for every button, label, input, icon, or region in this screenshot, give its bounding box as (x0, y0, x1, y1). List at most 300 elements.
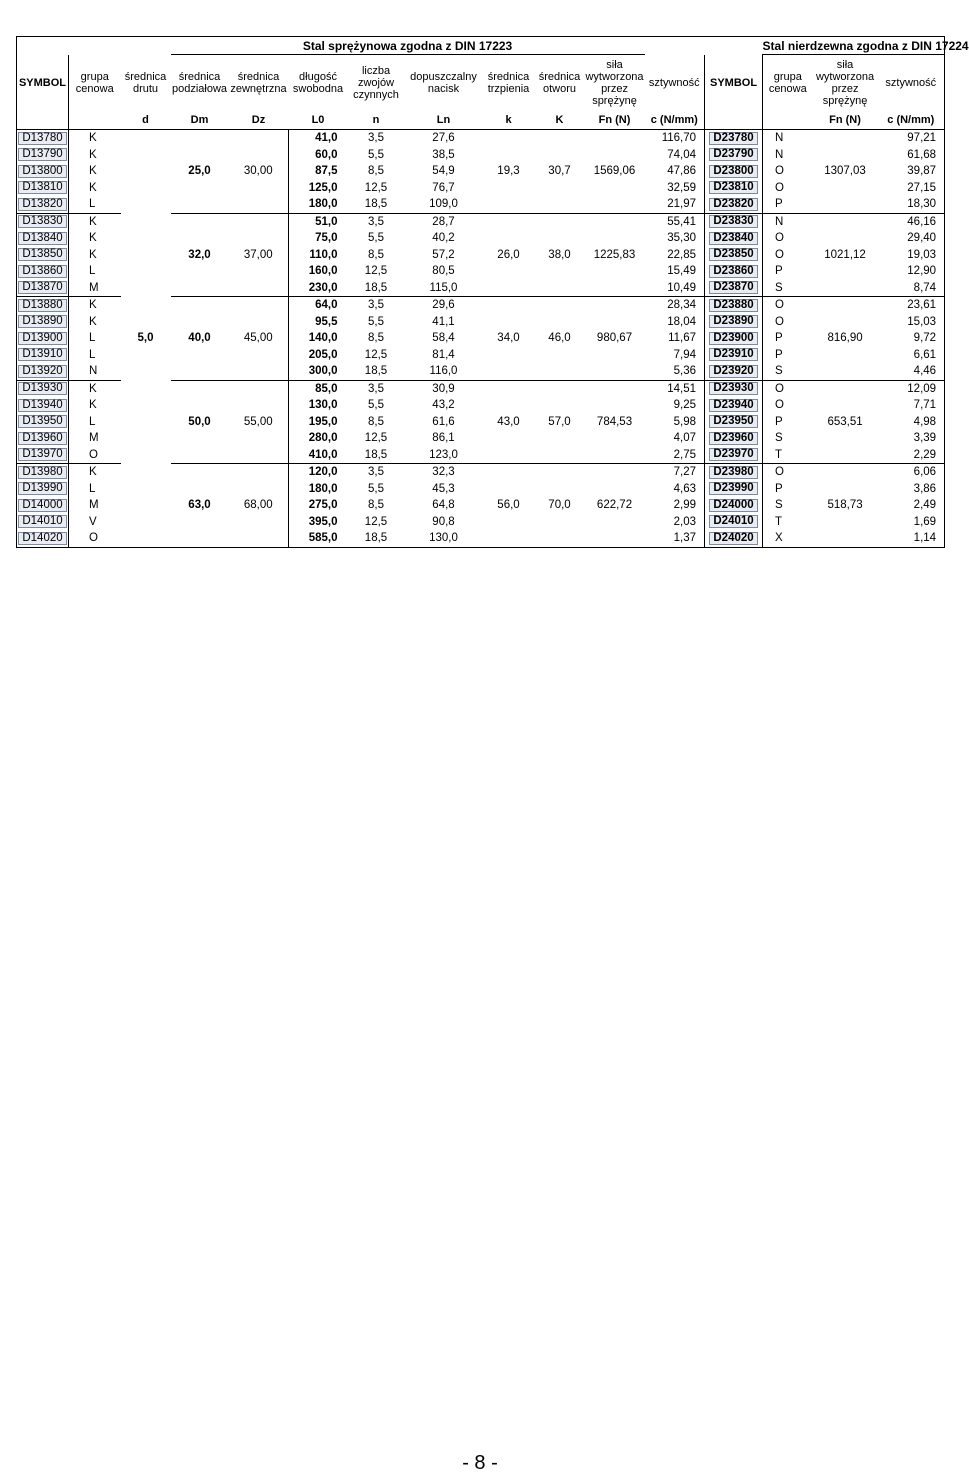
active-coils-cell: 3,5 (348, 213, 405, 230)
price-group-cell: L (89, 332, 96, 345)
free-length-cell: 180,0 (289, 481, 348, 498)
symbol-code: D14000 (18, 499, 66, 512)
symbol-code: D13960 (18, 432, 66, 445)
allowed-load-cell: 116,0 (429, 365, 458, 378)
symbol-code: D13930 (18, 382, 66, 395)
symbol2-cell (705, 347, 763, 364)
active-coils-cell: 18,5 (364, 448, 388, 461)
col-price-group2-header-line: grupa (773, 71, 802, 83)
allowed-load-cell: 57,2 (432, 248, 455, 261)
col-free-length-header (289, 55, 348, 112)
price-group2-cell: O (763, 380, 813, 397)
stiffness2-cell: 3,39 (913, 432, 937, 445)
symbol2-code: D24000 (709, 499, 757, 512)
symbol2-code: D23830 (709, 215, 757, 228)
price-group-cell: M (89, 499, 99, 512)
col-active-coils-header-line: czynnych (353, 89, 399, 101)
spring-force2-cell: 1021,12 (813, 213, 878, 297)
hole-diameter-cell: 30,7 (535, 130, 585, 214)
col-outer-diameter-header-line: zewnętrzna (230, 83, 287, 95)
price-group-cell: K (89, 399, 97, 412)
symbol2-cell (705, 464, 763, 481)
col-pitch-diameter-header-line: średnica (178, 71, 221, 83)
active-coils-cell: 12,5 (364, 432, 388, 445)
symbol-code: D13860 (18, 265, 66, 278)
symbol-cell (17, 147, 69, 164)
free-length-cell: 95,5 (289, 314, 348, 331)
mandrel-diameter-cell: 43,0 (483, 380, 535, 464)
unit-label: c (N/mm) (645, 111, 705, 130)
col-price-group2-header-line: cenowa (768, 83, 807, 95)
page-number: - 8 - (462, 1452, 498, 1474)
col-wire-diameter-header-line: średnica (124, 70, 167, 83)
price-group-cell: K (89, 181, 97, 194)
symbol-code: D14010 (18, 515, 66, 528)
allowed-load-cell: 76,7 (432, 181, 455, 194)
active-coils-cell: 5,5 (368, 232, 384, 245)
unit-label: Fn (N) (813, 111, 878, 130)
symbol2-code: D23820 (709, 198, 757, 211)
price-group2-cell: P (775, 265, 783, 278)
symbol-cell (17, 347, 69, 364)
col-spring-force2-header-line: sprężynę (822, 95, 868, 107)
pitch-diameter-cell: 25,0 (171, 130, 229, 214)
col-stiffness2-header: sztywność (885, 77, 937, 89)
stiffness-cell: 5,36 (673, 365, 697, 378)
price-group2-cell: S (775, 432, 783, 445)
free-length-cell: 275,0 (289, 497, 348, 514)
symbol2-code: D23910 (709, 348, 757, 361)
active-coils-cell: 5,5 (368, 482, 384, 495)
active-coils-cell: 18,5 (364, 532, 388, 545)
units-group-cell (69, 111, 121, 130)
active-coils-cell: 18,5 (364, 281, 388, 294)
outer-diameter-cell: 30,00 (229, 130, 289, 214)
price-group-cell: K (89, 248, 97, 261)
col-spring-force2-header-line: przez (831, 83, 859, 95)
symbol-cell (17, 363, 69, 380)
outer-diameter-cell: 55,00 (229, 380, 289, 464)
spring-force-cell: 980,67 (585, 297, 645, 381)
outer-diameter-cell: 68,00 (229, 464, 289, 548)
table-row (17, 130, 945, 147)
stiffness2-cell: 27,15 (907, 181, 937, 194)
free-length-cell: 205,0 (289, 347, 348, 364)
free-length-cell: 64,0 (289, 297, 348, 314)
symbol-cell (17, 397, 69, 414)
price-group-cell: L (89, 198, 96, 211)
symbol-code: D13940 (18, 399, 66, 412)
price-group-cell: V (89, 515, 97, 528)
symbol2-cell (705, 397, 763, 414)
price-group2-cell: P (775, 482, 783, 495)
active-coils-cell: 12,5 (364, 515, 388, 528)
symbol2-code: D24010 (709, 515, 757, 528)
symbol2-code: D23890 (709, 315, 757, 328)
col-spring-force2-header-line: wytworzona (815, 71, 875, 83)
col-spring-force2-header-line: siła (836, 59, 854, 71)
free-length-cell: 300,0 (289, 363, 348, 380)
col-hole-diameter-header-line: otworu (542, 83, 577, 95)
stiffness2-cell: 8,74 (913, 281, 937, 294)
col-price-group-header-line: cenowa (75, 82, 114, 95)
symbol2-cell (705, 447, 763, 464)
stiffness2-cell: 15,03 (907, 315, 937, 328)
price-group-cell: N (89, 365, 98, 378)
stiffness-cell: 21,97 (667, 198, 697, 211)
free-length-cell: 60,0 (289, 147, 348, 164)
symbol-code: D13780 (18, 132, 66, 145)
symbol2-code: D23980 (709, 466, 757, 479)
free-length-cell: 160,0 (289, 263, 348, 280)
mandrel-diameter-cell: 34,0 (483, 297, 535, 381)
col-wire-diameter-header (121, 55, 171, 112)
price-group-cell: K (69, 297, 121, 314)
price-group-cell: K (89, 315, 97, 328)
symbol-code: D13990 (18, 482, 66, 495)
mandrel-diameter-cell: 26,0 (483, 213, 535, 297)
stiffness2-cell: 6,06 (878, 464, 945, 481)
stiffness-cell: 2,75 (673, 448, 697, 461)
hole-diameter-cell: 38,0 (535, 213, 585, 297)
price-group2-cell: P (775, 332, 783, 345)
col-spring-force-header-line: siła (606, 59, 623, 71)
allowed-load-cell: 109,0 (429, 198, 458, 211)
allowed-load-cell: 123,0 (429, 448, 458, 461)
symbol2-code: D23960 (709, 432, 757, 445)
free-length-cell: 41,0 (289, 130, 348, 147)
stiffness-cell: 35,30 (667, 232, 697, 245)
symbol-code: D13920 (18, 365, 66, 378)
spring-force-cell: 1569,06 (585, 130, 645, 214)
col-allowed-load-header-line: dopuszczalny (410, 71, 477, 83)
free-length-cell: 140,0 (289, 330, 348, 347)
col-price-group2-header (763, 55, 813, 112)
col-free-length-header-line: swobodna (292, 83, 344, 95)
col-price-group-header (69, 55, 121, 112)
symbol2-cell (705, 147, 763, 164)
spring-force-cell: 784,53 (585, 380, 645, 464)
allowed-load-cell: 41,1 (432, 315, 455, 328)
col-mandrel-diameter-header-line: trzpienia (487, 83, 530, 95)
symbol-code: D13900 (18, 332, 66, 345)
symbol-code: D13840 (18, 232, 66, 245)
active-coils-cell: 18,5 (364, 198, 388, 211)
stiffness2-cell: 23,61 (878, 297, 945, 314)
price-group2-cell: T (775, 448, 783, 461)
allowed-load-cell: 29,6 (405, 297, 483, 314)
free-length-cell: 195,0 (289, 414, 348, 431)
stiffness2-cell: 18,30 (907, 198, 937, 211)
spring-force2-cell: 653,51 (813, 380, 878, 464)
active-coils-cell: 8,5 (368, 499, 384, 512)
allowed-load-cell: 64,8 (432, 499, 455, 512)
stiffness-cell: 15,49 (667, 265, 697, 278)
symbol2-code: D23880 (709, 299, 757, 312)
price-group2-cell: N (775, 148, 784, 161)
spring-force2-cell: 518,73 (813, 464, 878, 548)
symbol-cell (17, 314, 69, 331)
symbol-cell (17, 447, 69, 464)
symbol2-cell (705, 314, 763, 331)
active-coils-cell: 3,5 (348, 130, 405, 147)
active-coils-cell: 12,5 (364, 348, 388, 361)
symbol2-cell (705, 130, 763, 147)
symbol2-code: D23930 (709, 382, 757, 395)
symbol2-code: D24020 (709, 532, 757, 545)
symbol-code: D13910 (18, 348, 66, 361)
spring-force2-cell: 816,90 (813, 297, 878, 381)
symbol2-cell (705, 263, 763, 280)
stiffness-cell: 11,67 (668, 332, 697, 345)
unit-label: d (121, 111, 171, 130)
stiffness-cell: 32,59 (667, 181, 697, 194)
symbol2-code: D23940 (709, 399, 757, 412)
symbol2-code: D23840 (709, 232, 757, 245)
stainless-steel-title: Stal nierdzewna zgodna z DIN 17224 (762, 38, 969, 53)
allowed-load-cell: 81,4 (432, 348, 455, 361)
col-hole-diameter-header-line: średnica (538, 71, 581, 83)
allowed-load-cell: 27,6 (405, 130, 483, 147)
price-group2-cell: P (775, 348, 783, 361)
allowed-load-cell: 32,3 (405, 464, 483, 481)
unit-label: c (N/mm) (878, 111, 945, 130)
symbol-code: D13830 (18, 215, 66, 228)
free-length-cell: 85,0 (289, 380, 348, 397)
symbol2-cell (705, 530, 763, 547)
active-coils-cell: 3,5 (348, 380, 405, 397)
symbol-code: D13790 (18, 148, 66, 161)
col-active-coils-header-line: zwojów (357, 77, 395, 89)
price-group-cell: L (89, 348, 96, 361)
symbol-code: D13950 (18, 415, 66, 428)
allowed-load-cell: 40,2 (432, 232, 455, 245)
symbol-cell (17, 297, 69, 314)
symbol2-code: D23990 (709, 482, 757, 495)
symbol-code: D13970 (18, 448, 66, 461)
stiffness-cell: 55,41 (645, 213, 705, 230)
col-pitch-diameter-header-line: podziałowa (171, 83, 228, 95)
symbol-cell (17, 464, 69, 481)
allowed-load-cell: 28,7 (405, 213, 483, 230)
symbol-cell (17, 163, 69, 180)
allowed-load-cell: 61,6 (432, 415, 455, 428)
price-group-cell: K (69, 130, 121, 147)
symbol-code: D14020 (18, 532, 66, 545)
symbol-code: D13820 (18, 198, 66, 211)
active-coils-cell: 8,5 (368, 248, 384, 261)
symbol-cell (17, 230, 69, 247)
allowed-load-cell: 45,3 (432, 482, 455, 495)
symbol-cell (17, 380, 69, 397)
price-group-cell: K (69, 213, 121, 230)
symbol-cell (17, 280, 69, 297)
symbol2-cell (705, 230, 763, 247)
symbol2-cell (705, 481, 763, 498)
unit-label: Fn (N) (585, 111, 645, 130)
col-mandrel-diameter-header (483, 55, 535, 112)
price-group2-cell: O (775, 232, 784, 245)
price-group-cell: K (69, 464, 121, 481)
col-symbol2-header: SYMBOL (705, 55, 763, 112)
price-group-cell: O (89, 532, 98, 545)
stiffness2-cell: 3,86 (913, 482, 937, 495)
price-group2-cell: O (775, 248, 784, 261)
unit-label: k (483, 111, 535, 130)
col-price-group-header-line: grupa (80, 70, 109, 83)
col-mandrel-diameter-header-line: średnica (487, 71, 530, 83)
price-group2-cell: O (763, 297, 813, 314)
allowed-load-cell: 30,9 (405, 380, 483, 397)
allowed-load-cell: 86,1 (432, 432, 455, 445)
free-length-cell: 120,0 (289, 464, 348, 481)
col-spring-force-header-line: wytworzona (585, 71, 644, 83)
price-group2-cell: N (763, 130, 813, 147)
free-length-cell: 410,0 (289, 447, 348, 464)
allowed-load-cell: 130,0 (429, 532, 458, 545)
symbol2-code: D23870 (709, 281, 757, 294)
symbol2-cell (705, 247, 763, 264)
stiffness2-cell: 2,49 (913, 499, 937, 512)
price-group2-cell: T (775, 515, 783, 528)
mandrel-diameter-cell: 19,3 (483, 130, 535, 214)
symbol2-code: D23920 (709, 365, 757, 378)
stiffness-cell: 28,34 (645, 297, 705, 314)
price-group-cell: K (89, 165, 97, 178)
active-coils-cell: 3,5 (348, 297, 405, 314)
symbol-code: D13870 (18, 281, 66, 294)
stiffness-cell: 7,94 (673, 348, 697, 361)
symbol2-cell (705, 380, 763, 397)
symbol-code: D13980 (18, 466, 66, 479)
symbol-code: D13890 (18, 315, 66, 328)
spring-table-container (16, 36, 969, 548)
pitch-diameter-cell: 40,0 (171, 297, 229, 381)
allowed-load-cell: 58,4 (432, 332, 455, 345)
active-coils-cell: 3,5 (348, 464, 405, 481)
symbol-code: D13810 (18, 181, 66, 194)
free-length-cell: 75,0 (289, 230, 348, 247)
symbol2-cell (705, 297, 763, 314)
unit-label: L0 (289, 111, 348, 130)
symbol-cell (17, 130, 69, 147)
spring-steel-title: Stal sprężynowa zgodna z DIN 17223 (171, 37, 645, 55)
stiffness2-cell: 12,09 (878, 380, 945, 397)
stiffness2-cell: 29,40 (907, 232, 937, 245)
spring-specification-table (16, 36, 969, 548)
price-group-cell: L (89, 415, 96, 428)
unit-label: n (348, 111, 405, 130)
symbol-cell (17, 247, 69, 264)
price-group2-cell: P (775, 198, 783, 211)
stiffness-cell: 4,63 (673, 482, 697, 495)
col-allowed-load-header (405, 55, 483, 112)
stiffness2-cell: 61,68 (907, 148, 937, 161)
symbol-cell (17, 530, 69, 547)
symbol-cell (17, 481, 69, 498)
unit-label: Ln (405, 111, 483, 130)
col-spring-force-header-line: przez (601, 83, 628, 95)
symbol2-code: D23800 (709, 165, 757, 178)
symbol2-cell (705, 180, 763, 197)
stiffness-cell: 10,49 (667, 281, 697, 294)
price-group-cell: L (89, 265, 96, 278)
pitch-diameter-cell: 32,0 (171, 213, 229, 297)
active-coils-cell: 12,5 (364, 181, 388, 194)
allowed-load-cell: 80,5 (432, 265, 455, 278)
outer-diameter-cell: 37,00 (229, 213, 289, 297)
price-group-cell: M (89, 432, 99, 445)
price-group-cell: L (89, 482, 96, 495)
price-group-cell: O (89, 448, 98, 461)
active-coils-cell: 5,5 (368, 315, 384, 328)
symbol2-cell (705, 430, 763, 447)
stiffness-cell: 2,03 (673, 515, 697, 528)
stiffness2-cell: 39,87 (907, 165, 937, 178)
symbol2-cell (705, 497, 763, 514)
active-coils-cell: 18,5 (364, 365, 388, 378)
symbol2-cell (705, 363, 763, 380)
hole-diameter-cell: 57,0 (535, 380, 585, 464)
stiffness-cell: 1,37 (673, 532, 697, 545)
col-spring-force-header-line: sprężynę (592, 95, 637, 107)
col-outer-diameter-header-line: średnica (237, 71, 280, 83)
units-symbol2-cell (705, 111, 763, 130)
stiffness-cell: 74,04 (667, 148, 697, 161)
mandrel-diameter-cell: 56,0 (483, 464, 535, 548)
price-group-cell: K (69, 380, 121, 397)
hole-diameter-cell: 70,0 (535, 464, 585, 548)
symbol-cell (17, 430, 69, 447)
unit-label: K (535, 111, 585, 130)
free-length-cell: 110,0 (289, 247, 348, 264)
stiffness-cell: 18,04 (667, 315, 697, 328)
stiffness2-cell: 12,90 (907, 265, 937, 278)
free-length-cell: 230,0 (289, 280, 348, 297)
stiffness2-cell: 97,21 (878, 130, 945, 147)
table-body (17, 130, 945, 548)
free-length-cell: 87,5 (289, 163, 348, 180)
free-length-cell: 180,0 (289, 196, 348, 213)
active-coils-cell: 12,5 (364, 265, 388, 278)
wire-diameter-cell: 5,0 (121, 130, 171, 548)
col-hole-diameter-header (535, 55, 585, 112)
symbol2-code: D23860 (709, 265, 757, 278)
allowed-load-cell: 115,0 (429, 281, 458, 294)
active-coils-cell: 8,5 (368, 415, 384, 428)
symbol2-cell (705, 196, 763, 213)
stiffness-cell: 9,25 (673, 399, 697, 412)
col-active-coils-header (348, 55, 405, 112)
col-free-length-header-line: długość (299, 71, 337, 83)
free-length-cell: 125,0 (289, 180, 348, 197)
units-symbol-cell (17, 111, 69, 130)
col-stiffness-header: sztywność (648, 76, 700, 89)
units-group2-cell (763, 111, 813, 130)
stiffness-cell: 22,85 (667, 248, 697, 261)
symbol2-cell (705, 163, 763, 180)
symbol2-cell (705, 280, 763, 297)
free-length-cell: 395,0 (289, 514, 348, 531)
symbol-code: D13800 (18, 165, 66, 178)
active-coils-cell: 5,5 (368, 148, 384, 161)
stiffness2-cell: 4,46 (913, 365, 937, 378)
stiffness2-cell: 9,72 (913, 332, 937, 345)
symbol-cell (17, 330, 69, 347)
price-group2-cell: O (775, 181, 784, 194)
stiffness2-cell: 4,98 (913, 415, 937, 428)
symbol-cell (17, 263, 69, 280)
